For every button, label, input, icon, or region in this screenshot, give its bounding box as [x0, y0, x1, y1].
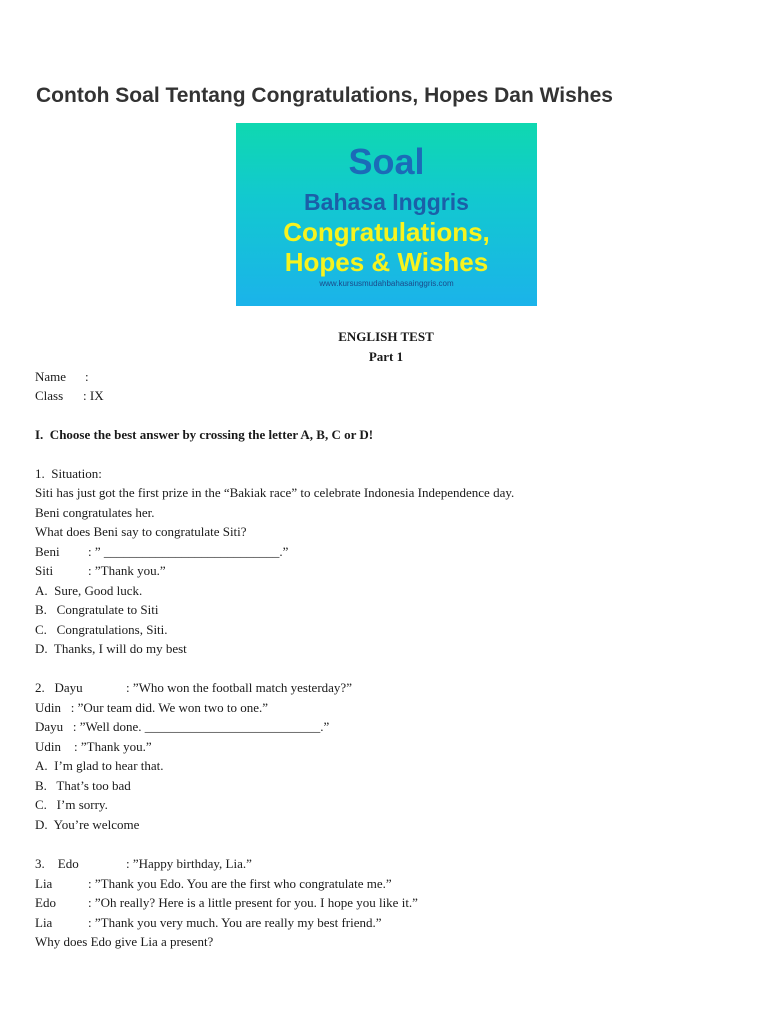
q3-dialog-line: [35, 895, 418, 911]
q2-option-c: C. I’m sorry.: [35, 797, 108, 812]
q2-number-speaker: 2. Dayu: [35, 680, 83, 695]
name-label: Name: [35, 369, 67, 384]
name-row: [35, 369, 89, 385]
speaker: Siti: [35, 563, 54, 578]
test-heading: ENGLISH TEST: [338, 329, 434, 344]
q1-question: What does Beni say to congratulate Siti?: [35, 524, 247, 539]
class-value: : IX: [83, 388, 104, 403]
speaker: Lia: [35, 915, 53, 930]
dialog-text: : ”Thank you Edo. You are the first who congratulate me.”: [88, 876, 392, 891]
q2-option-a: A. I’m glad to hear that.: [35, 758, 164, 773]
q2-option-b: B. That’s too bad: [35, 778, 131, 793]
q1-heading: 1. Situation:: [35, 466, 102, 481]
dialog-text: : ”Oh really? Here is a little present for you. I hope you like it.”: [88, 895, 418, 910]
speaker: Beni: [35, 544, 60, 559]
q1-dialog-line: [35, 544, 288, 560]
q1-option-a: A. Sure, Good luck.: [35, 583, 143, 598]
dialog-text: : ”Thank you very much. You are really my best friend.”: [88, 915, 382, 930]
page-title: Contoh Soal Tentang Congratulations, Hopes Dan Wishes: [36, 84, 613, 107]
banner-soal-text: Soal: [348, 141, 425, 182]
dialog-text: : ”Thank you.”: [88, 563, 166, 578]
q1-dialog-line: [35, 563, 166, 579]
q2-dialog-line: Udin : ”Thank you.”: [35, 739, 152, 754]
q2-option-d: D. You’re welcome: [35, 817, 140, 832]
banner-url-text: www.kursusmudahbahasainggris.com: [319, 279, 454, 288]
q2-dialog-line: Dayu : ”Well done. ___________________________.”: [35, 719, 330, 734]
class-label: Class: [35, 388, 64, 403]
q2-heading: [35, 680, 352, 696]
class-row: [35, 388, 104, 404]
name-separator: :: [85, 369, 89, 384]
speaker: Lia: [35, 876, 53, 891]
q1-option-d: D. Thanks, I will do my best: [35, 641, 187, 656]
instruction: I. Choose the best answer by crossing the letter A, B, C or D!: [35, 427, 374, 442]
q1-option-b: B. Congratulate to Siti: [35, 602, 159, 617]
banner-image: [236, 123, 537, 306]
speaker: Edo: [35, 895, 56, 910]
dialog-text: : ”Happy birthday, Lia.”: [126, 856, 252, 871]
q1-situation-line: Siti has just got the first prize in the “Bakiak race” to celebrate Indonesia Independence day.: [35, 485, 515, 500]
q1-option-c: C. Congratulations, Siti.: [35, 622, 168, 637]
banner-hopes-text: Hopes & Wishes: [284, 247, 489, 277]
banner-congratulations-text: Congratulations,: [283, 217, 490, 247]
q3-question: Why does Edo give Lia a present?: [35, 934, 214, 949]
dialog-text: : ” ___________________________.”: [88, 544, 289, 559]
q2-dialog-line: Udin : ”Our team did. We won two to one.”: [35, 700, 269, 715]
q3-heading: [35, 856, 252, 872]
test-part: Part 1: [368, 349, 404, 364]
q1-situation-line: Beni congratulates her.: [35, 505, 155, 520]
q3-number-speaker: 3. Edo: [35, 856, 79, 871]
q3-dialog-line: [35, 876, 392, 892]
dialog-text: : ”Who won the football match yesterday?”: [126, 680, 352, 695]
q3-dialog-line: [35, 915, 382, 931]
banner-bahasa-text: Bahasa Inggris: [304, 189, 469, 215]
